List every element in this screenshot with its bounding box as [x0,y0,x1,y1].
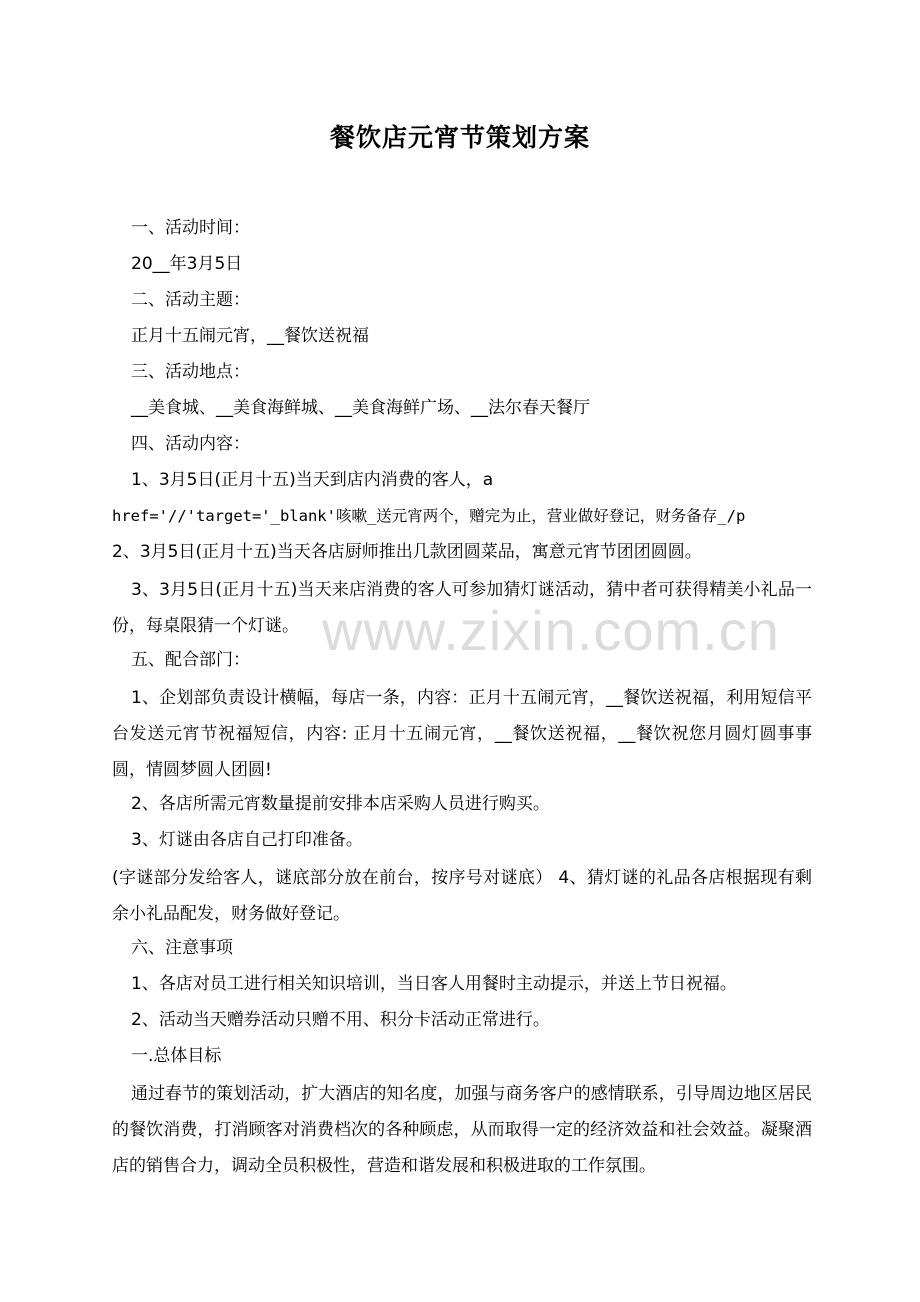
content-item-2: 2、3月5日(正月十五)当天各店厨师推出几款团圆菜品，寓意元宵节团团圆圆。 [112,542,702,562]
content-item-1-markup: href='//'target='_blank'咳嗽_送元宵两个，赠完为止，营业做好登记，财务备存_/p [112,507,746,525]
riddle-note: (字谜部分发给客人，谜底部分放在前台，按序号对谜底） 4、猜灯谜的礼品各店根据现有剩余小礼品配发，财务做好登记。 [112,868,812,924]
content-item-3: 3、3月5日(正月十五)当天来店消费的客人可参加猜灯谜活动，猜中者可获得精美小礼品一份，每桌限猜一个灯谜。 [112,580,812,636]
heading-activity-location: 三、活动地点： [131,362,250,382]
heading-departments: 五、配合部门： [131,650,250,670]
activity-locations: __美食城、__美食海鲜城、__美食海鲜广场、__法尔春天餐厅 [131,398,590,418]
watermark: www.zixin.com.cn [322,599,780,662]
heading-overall-goal: 一.总体目标 [131,1046,222,1066]
note-item-1: 1、各店对员工进行相关知识培训，当日客人用餐时主动提示，并送上节日祝福。 [131,974,737,994]
heading-activity-theme: 二、活动主题： [131,290,250,310]
heading-activity-content: 四、活动内容： [131,434,250,454]
document-title: 餐饮店元宵节策划方案 [329,123,590,152]
content-item-1: 1、3月5日(正月十五)当天到店内消费的客人，a [131,470,494,490]
department-item-1: 1、企划部负责设计横幅，每店一条，内容：正月十五闹元宵，__餐饮送祝福，利用短信平台发送元宵节祝福短信，内容: 正月十五闹元宵，__餐饮送祝福，__餐饮祝您月圆灯圆事事圆，情圆梦圆人团圆! [112,688,812,780]
department-item-3: 3、灯谜由各店自己打印准备。 [131,830,363,850]
overall-goal-paragraph: 通过春节的策划活动，扩大酒店的知名度，加强与商务客户的感情联系，引导周边地区居民的餐饮消费，打消顾客对消费档次的各种顾虑，从而取得一定的经济效益和社会效益。凝聚酒店的销售合力，调动全员积极性，营造和谐发展和积极进取的工作氛围。 [112,1084,812,1176]
heading-activity-time: 一、活动时间： [131,218,250,238]
activity-theme: 正月十五闹元宵，__餐饮送祝福 [131,326,369,346]
note-item-2: 2、活动当天赠券活动只赠不用、积分卡活动正常进行。 [131,1010,550,1030]
activity-date: 20__年3月5日 [131,254,243,274]
department-item-2: 2、各店所需元宵数量提前安排本店采购人员进行购买。 [131,794,550,814]
heading-notes: 六、注意事项 [131,938,233,958]
